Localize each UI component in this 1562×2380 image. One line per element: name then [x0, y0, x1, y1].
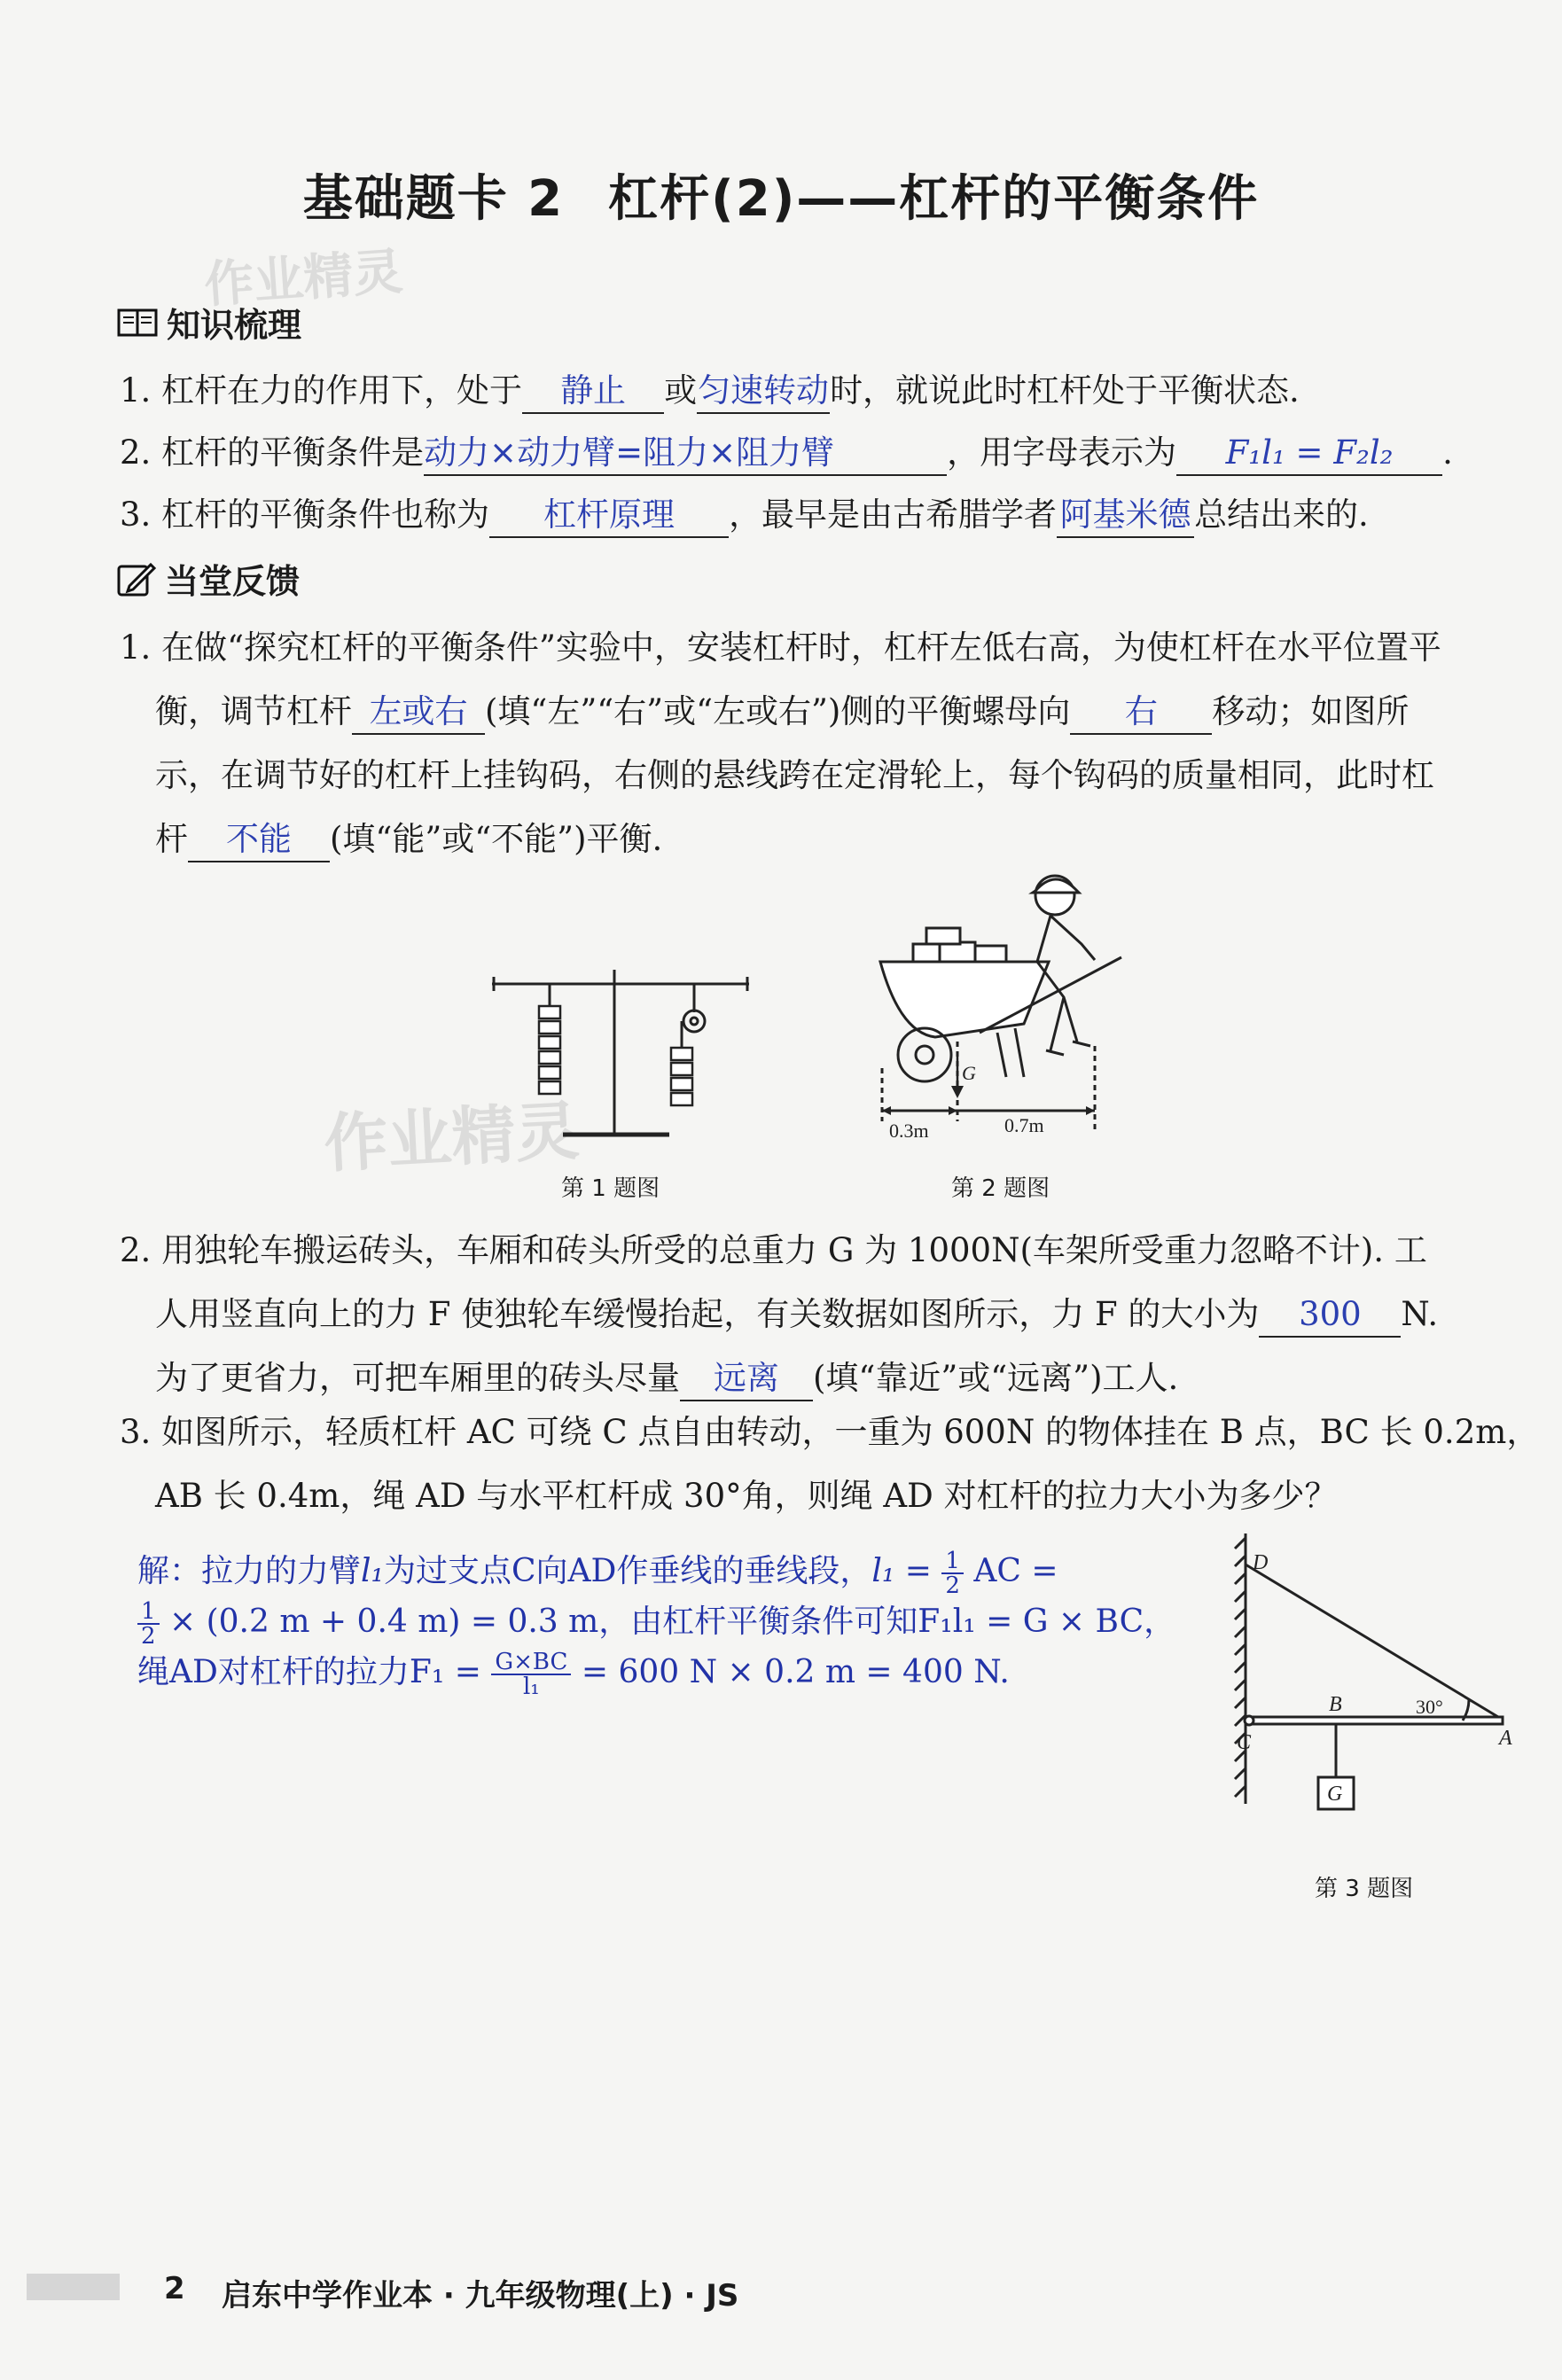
question-1: 1. 在做“探究杠杆的平衡条件”实验中，安装杠杆时，杠杆左低右高，为使杠杆在水平位置平 衡，调节杠杆 左或右 (填“左”“右”或“左或右”)侧的平衡螺母向 右 移动；如图所 示，在调节好的杠杆上挂钩码，右侧的悬线跨在定滑轮上，每个钩码的质量相同，此时杠 杆 不能 (填“能”或“不能”)平衡. [120, 616, 1503, 871]
book-name: 启东中学作业本 · 九年级物理(上) · JS [222, 2278, 739, 2314]
solution: 解：拉力的力臂l₁为过支点C向AD作垂线的垂线段，l₁ = $\frac{1}{2}$ AC = $\frac{1}{2}$ × (0.2 m + 0.4 m) = 0.3 m，由杠杆平衡条件可知F₁l₁ = G × BC， 绳AD对杠杆的拉力F₁ = $\frac{G\times BC}{\text{l₁}}$ = 600 N × 0.2 m = 400 N. [137, 1548, 1176, 1700]
title-topic: 杠杆(2)——杠杆的平衡条件 [608, 170, 1260, 228]
answer-cannot: 不能 [226, 820, 292, 858]
fig3-label-a: A [1499, 1727, 1512, 1750]
knowledge-item-3: 3. 杠杆的平衡条件也称为 杠杆原理 ，最早是由古希腊学者阿基米德总结出来的. [120, 483, 1369, 547]
knowledge-heading: 知识梳理 [117, 298, 301, 347]
figure-2-wheelbarrow [873, 864, 1152, 1152]
fig3-label-d: D [1253, 1551, 1269, 1574]
knowledge-item-1: 1. 杠杆在力的作用下，处于 静止 或匀速转动时，就说此时杠杆处于平衡状态. [120, 359, 1300, 423]
knowledge-item-2: 2. 杠杆的平衡条件是动力×动力臂=阻力×阻力臂 ，用字母表示为 F₁l₁ = F₂l₂ . [120, 421, 1453, 485]
answer-archimedes: 阿基米德 [1059, 496, 1191, 534]
fig3-label-c: C [1237, 1731, 1252, 1754]
watermark-middle: 作业精灵 [322, 1093, 582, 1182]
answer-left-or-right: 左或右 [369, 692, 468, 730]
figure-2-caption: 第 2 题图 [951, 1175, 1050, 1202]
answer-right: 右 [1124, 692, 1158, 730]
page-number: 2 [164, 2271, 185, 2306]
feedback-heading: 当堂反馈 [117, 554, 300, 603]
question-3: 3. 如图所示，轻质杠杆 AC 可绕 C 点自由转动，一重为 600N 的物体挂在 B 点，BC 长 0.2m， AB 长 0.4m，绳 AD 与水平杠杆成 30°角，则绳 AD 对杠杆的拉力大小为多少？ [120, 1413, 1540, 1515]
figure-3-lever-rope [1219, 1529, 1520, 1835]
figure-1-caption: 第 1 题图 [561, 1175, 660, 1202]
fig3-label-b: B [1329, 1693, 1342, 1716]
figure-1-lever [483, 948, 767, 1148]
fig2-label-d1: 0.3m [889, 1120, 929, 1142]
answer-lever-principle: 杠杆原理 [543, 496, 676, 534]
answer-formula: F₁l₁ = F₂l₂ [1225, 433, 1394, 472]
question-2: 2. 用独轮车搬运砖头，车厢和砖头所受的总重力 G 为 1000N(车架所受重力忽略不计). 工 人用竖直向上的力 F 使独轮车缓慢抬起，有关数据如图所示，力 F 的大小为 300 N. 为了更省力，可把车厢里的砖头尽量 远离 (填“靠近”或“远离”)工人. [120, 1219, 1503, 1410]
figure-3-caption: 第 3 题图 [1315, 1876, 1414, 1902]
answer-force-300: 300 [1299, 1295, 1362, 1333]
fig3-angle: 30° [1416, 1696, 1443, 1718]
title-card-number: 基础题卡 2 [302, 170, 565, 228]
fig3-label-g: G [1327, 1783, 1343, 1806]
footer-decoration [27, 2274, 120, 2300]
pencil-icon [117, 561, 156, 597]
fig2-label-d2: 0.7m [1004, 1114, 1044, 1136]
page-title [0, 160, 1562, 230]
answer-uniform-motion: 匀速转动 [698, 371, 830, 410]
answer-balance-condition: 动力×动力臂=阻力×阻力臂 [424, 433, 835, 472]
fig2-label-g: G [962, 1062, 976, 1084]
watermark-top: 作业精灵 [202, 243, 405, 315]
book-icon [117, 307, 158, 339]
answer-static: 静止 [560, 371, 627, 410]
answer-farther: 远离 [714, 1359, 779, 1397]
